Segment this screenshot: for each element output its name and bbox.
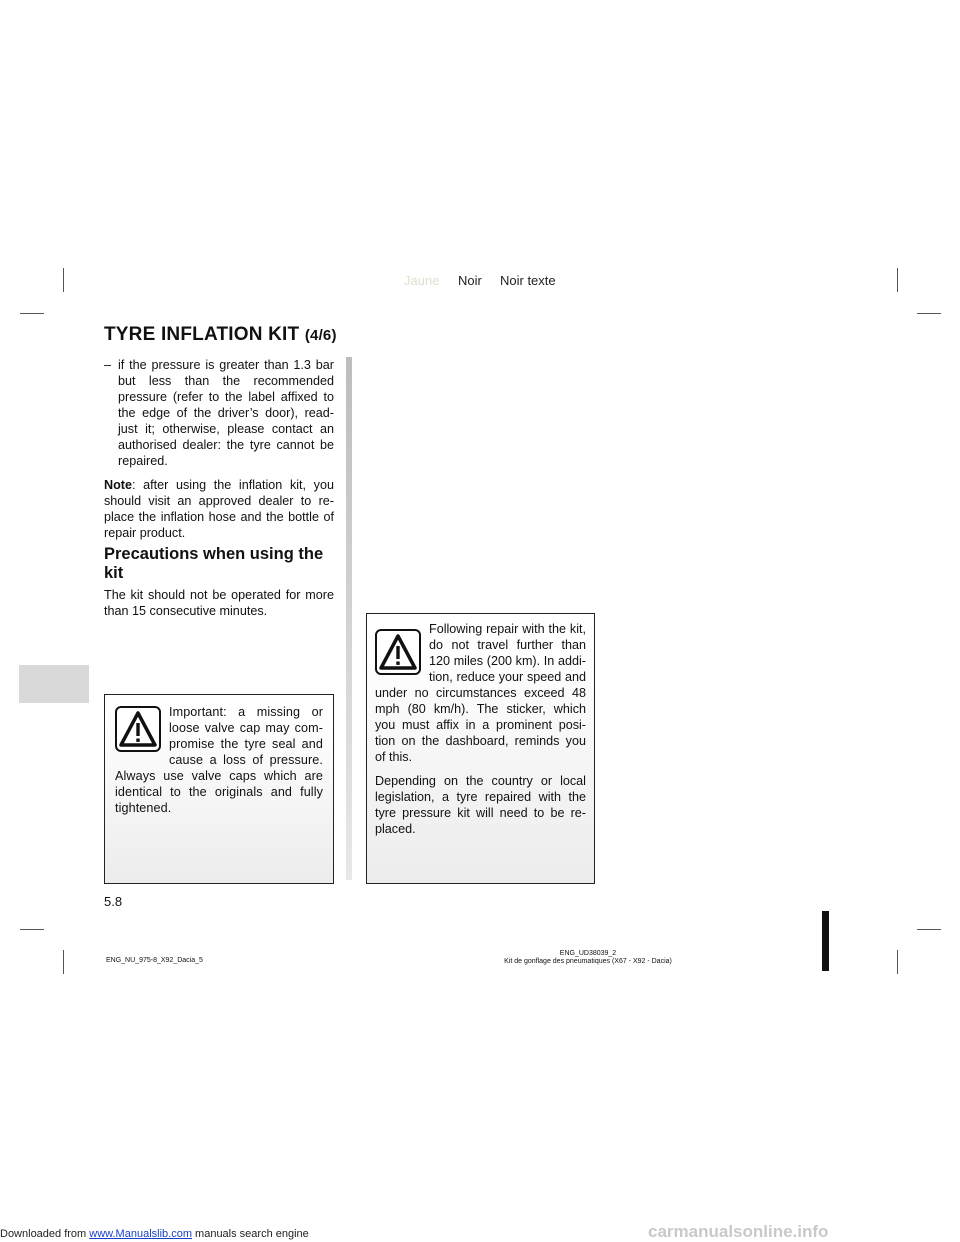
footer-right-title: Kit de gonflage des pneumatiques (X67 - X92 - Dacia) (504, 958, 672, 965)
footer-left-code: ENG_NU_975-8_X92_Dacia_5 (106, 957, 203, 964)
warning-text-legislation: Depending on the country or local legislation, a tyre repaired with the tyre pressure kit will need to be re-placed. (375, 774, 586, 836)
crop-mark (917, 313, 941, 314)
chapter-marker-bar (822, 911, 829, 971)
page-number: 5.8 (104, 894, 123, 909)
section-body (104, 587, 334, 627)
crop-mark (897, 268, 898, 292)
crop-mark (63, 268, 64, 292)
crop-mark (897, 950, 898, 974)
left-column (104, 357, 334, 549)
warning-box-valve-cap (104, 694, 334, 884)
banner-prefix: Downloaded from (0, 1228, 90, 1240)
list-item (104, 357, 334, 469)
footer-right-code: ENG_UD38039_2 (559, 950, 617, 957)
warning-triangle-icon (375, 629, 421, 675)
section-title: Precautions when using the kit (104, 545, 324, 582)
crop-mark (20, 929, 44, 930)
manualslib-link[interactable]: www.Manualslib.com (89, 1228, 192, 1240)
list-dash: – (104, 358, 112, 372)
page-title (104, 324, 337, 346)
section-text: The kit should not be operated for more than 15 consecutive minutes. (104, 588, 334, 618)
list-item-text: if the pressure is greater than 1.3 bar but less than the recommended pressure (refer to the label affixed to the edge of the driver’s door), read-just it; otherwise, please contact an authorised dealer: the tyre cannot be repaired. (118, 358, 334, 468)
banner-suffix: manuals search engine (191, 1228, 309, 1240)
warning-triangle-icon (115, 706, 161, 752)
page-title-part: (4/6) (304, 327, 337, 344)
footer-right (488, 950, 688, 966)
warning-box-repair-limits (366, 613, 595, 884)
note-text: : after using the inflation kit, you should visit an approved dealer to re-place the inflation hose and the bottle of repair product. (104, 478, 334, 540)
page-title-main: TYRE INFLATION KIT (104, 324, 305, 345)
header-color-noir: Noir (458, 273, 482, 288)
crop-mark (20, 313, 44, 314)
crop-mark (917, 929, 941, 930)
note-label: Note (104, 478, 132, 492)
column-divider-bar (346, 357, 352, 880)
chapter-tab (19, 665, 89, 703)
watermark: carmanualsonline.info (648, 1222, 829, 1241)
crop-mark (63, 950, 64, 974)
warning-text-valve-cap: Important: a missing or loose valve cap may com-promise the tyre seal and cause a loss of pressure. Always use valve caps which are identical to the originals and fully tightened. (115, 705, 323, 815)
header-color-noir-texte: Noir texte (500, 273, 556, 288)
download-banner (0, 1228, 309, 1240)
warning-text-repair-limits: Following repair with the kit, do not travel further than 120 miles (200 km). In addi-tion, reduce your speed and under no circumstances exceed 48 mph (80 km/h). The sticker, which you must affix in a prominent posi-tion on the dashboard, reminds you of this. (375, 622, 586, 764)
header-color-jaune: Jaune (404, 273, 440, 288)
note-paragraph (104, 477, 334, 541)
